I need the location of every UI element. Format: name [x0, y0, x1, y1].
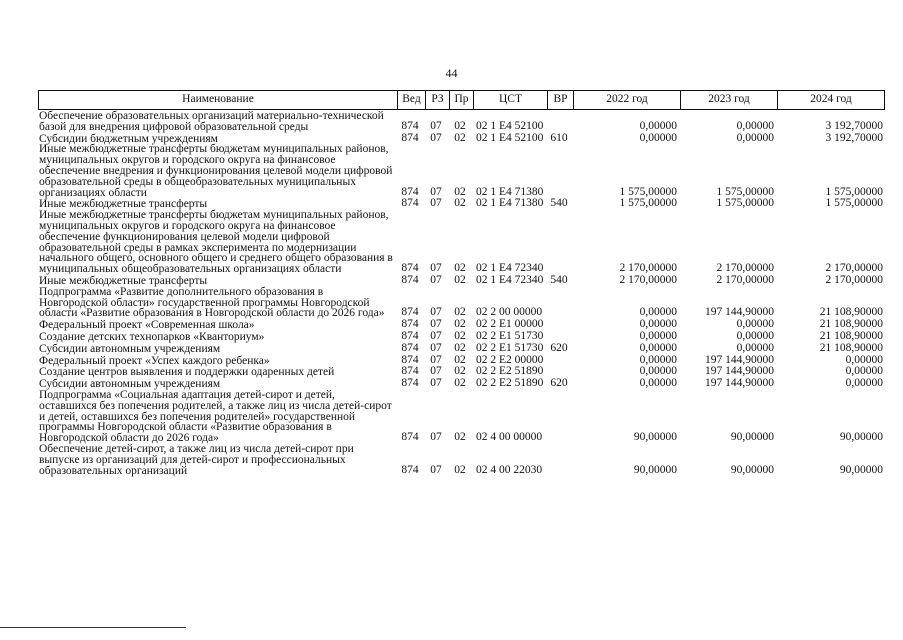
cell-2023: 1 575,00000 — [716, 197, 774, 210]
cell-2023: 2 170,00000 — [716, 273, 774, 286]
cell-cst: 02 2 E1 51730 — [476, 329, 544, 342]
cell-ved: 874 — [401, 365, 419, 378]
cell-2024: 90,00000 — [839, 463, 883, 476]
table-row — [38, 390, 885, 444]
cell-cst: 02 1 E4 72340 — [476, 262, 544, 275]
row-name: Иные межбюджетные трансферты бюджетам муниципальных районов, муниципальных округов и городского округа на финансовое обеспечение функционирования целевой модели цифровой образовательной среды в рамках эксперимента по модернизации начального общего, основного общего и среднего общего образования в муниципальных общеобразовательных организациях области — [39, 209, 393, 276]
footnote-divider — [0, 627, 186, 628]
cell-rz: 07 — [430, 431, 442, 444]
cell-ved: 874 — [401, 197, 419, 210]
cell-cst: 02 4 00 00000 — [476, 431, 543, 444]
row-name: Федеральный проект «Успех каждого ребенка» — [39, 354, 270, 367]
cell-2023: 0,00000 — [736, 341, 774, 354]
cell-ved: 874 — [401, 131, 419, 144]
cell-2023: 0,00000 — [736, 329, 774, 342]
row-name: Субсидии автономным учреждениям — [39, 342, 221, 355]
cell-cst: 02 1 E4 52100 — [476, 119, 544, 132]
cell-2023: 1 575,00000 — [716, 185, 774, 198]
cell-pr: 02 — [454, 329, 466, 342]
cell-2023: 90,00000 — [730, 463, 774, 476]
cell-2023: 0,00000 — [736, 131, 774, 144]
cell-2024: 2 170,00000 — [825, 273, 883, 286]
cell-pr: 02 — [454, 131, 466, 144]
cell-cst: 02 4 00 22030 — [476, 463, 543, 476]
cell-2024: 21 108,90000 — [819, 318, 883, 331]
row-name: Иные межбюджетные трансферты бюджетам муниципальных районов, муниципальных округов и городского округа на финансовое обеспечение внедрения и функционирования целевой модели цифровой образовательной среды в общеобразовательных муниципальных организациях области — [39, 143, 393, 199]
cell-pr: 02 — [454, 197, 466, 210]
cell-2022: 90,00000 — [633, 431, 677, 444]
cell-2024: 1 575,00000 — [825, 185, 883, 198]
cell-2024: 3 192,70000 — [825, 119, 883, 132]
cell-pr: 02 — [454, 463, 466, 476]
cell-rz: 07 — [430, 131, 442, 144]
header-2023: 2023 год — [680, 91, 777, 109]
cell-pr: 02 — [454, 262, 466, 275]
cell-vr — [546, 443, 572, 444]
cell-rz: 07 — [430, 262, 442, 275]
cell-rz: 07 — [430, 306, 442, 319]
cell-cst: 02 2 E2 51890 — [476, 365, 544, 378]
cell-ved: 874 — [401, 463, 419, 476]
table-header — [38, 90, 885, 110]
cell-rz: 07 — [430, 365, 442, 378]
cell-cst: 02 1 E4 72340 — [476, 273, 544, 286]
cell-vr: 540 — [550, 273, 568, 286]
cell-ved: 874 — [401, 353, 419, 366]
cell-2023: 197 144,90000 — [705, 306, 774, 319]
cell-ved: 874 — [401, 273, 419, 286]
row-name: Создание центров выявления и поддержки одаренных детей — [39, 366, 335, 379]
cell-ved: 874 — [401, 185, 419, 198]
header-2022: 2022 год — [573, 91, 680, 109]
cell-2024: 0,00000 — [845, 353, 883, 366]
cell-vr — [546, 365, 572, 366]
row-name: Иные межбюджетные трансферты — [39, 198, 208, 211]
cell-2022: 1 575,00000 — [619, 197, 677, 210]
header-ved: Вед — [397, 91, 425, 109]
header-name: Наименование — [182, 93, 254, 105]
cell-ved: 874 — [401, 377, 419, 390]
cell-rz: 07 — [430, 185, 442, 198]
cell-pr: 02 — [454, 306, 466, 319]
cell-ved: 874 — [401, 306, 419, 319]
cell-ved: 874 — [401, 318, 419, 331]
header-cst: ЦСТ — [473, 91, 547, 109]
cell-2023: 90,00000 — [730, 431, 774, 444]
row-name: Федеральный проект «Современная школа» — [39, 319, 255, 332]
cell-rz: 07 — [430, 353, 442, 366]
cell-pr: 02 — [454, 341, 466, 354]
cell-vr — [546, 330, 572, 331]
cell-2024: 21 108,90000 — [819, 306, 883, 319]
cell-cst: 02 1 E4 52100 — [476, 131, 544, 144]
cell-2022: 0,00000 — [639, 341, 677, 354]
cell-2022: 1 575,00000 — [619, 185, 677, 198]
cell-ved: 874 — [401, 431, 419, 444]
cell-pr: 02 — [454, 119, 466, 132]
cell-pr: 02 — [454, 318, 466, 331]
table-row — [38, 144, 885, 198]
cell-2024: 90,00000 — [839, 431, 883, 444]
cell-cst: 02 2 E2 00000 — [476, 353, 544, 366]
cell-2023: 197 144,90000 — [705, 377, 774, 390]
cell-2024: 2 170,00000 — [825, 262, 883, 275]
page-number: 44 — [445, 66, 458, 80]
table-row — [38, 111, 885, 133]
row-name: Подпрограмма «Развитие дополнительного образования в Новгородской области» государственной программы Новгородской области «Развитие образования в Новгородской области до 2026 года» — [39, 285, 385, 320]
cell-vr — [546, 475, 572, 476]
cell-2022: 0,00000 — [639, 131, 677, 144]
cell-2022: 0,00000 — [639, 306, 677, 319]
cell-2022: 0,00000 — [639, 377, 677, 390]
cell-vr: 620 — [550, 341, 568, 354]
table-row — [38, 275, 885, 287]
table-row — [38, 210, 885, 275]
table-row — [38, 287, 885, 319]
cell-rz: 07 — [430, 318, 442, 331]
cell-2023: 0,00000 — [736, 119, 774, 132]
cell-ved: 874 — [401, 262, 419, 275]
cell-2022: 90,00000 — [633, 463, 677, 476]
cell-rz: 07 — [430, 329, 442, 342]
cell-2023: 2 170,00000 — [716, 262, 774, 275]
cell-ved: 874 — [401, 119, 419, 132]
cell-2024: 3 192,70000 — [825, 131, 883, 144]
cell-ved: 874 — [401, 329, 419, 342]
cell-2024: 0,00000 — [845, 377, 883, 390]
row-name: Субсидии бюджетным учреждениям — [39, 132, 218, 145]
row-name: Иные межбюджетные трансферты — [39, 274, 208, 287]
cell-vr — [546, 318, 572, 319]
cell-2022: 0,00000 — [639, 353, 677, 366]
cell-vr: 540 — [550, 197, 568, 210]
row-name: Подпрограмма «Социальная адаптация детей-сирот и детей, оставшихся без попечения родителей, а также лиц из числа детей-сирот и детей, оставшихся без попечения родителей» государственной программы Новгородской области «Развитие образования в Новгородской области до 2026 года» — [39, 388, 392, 445]
cell-2022: 0,00000 — [639, 329, 677, 342]
cell-2024: 21 108,90000 — [819, 341, 883, 354]
cell-cst: 02 1 E4 71380 — [476, 185, 544, 198]
table-row — [38, 444, 885, 476]
cell-pr: 02 — [454, 431, 466, 444]
cell-cst: 02 2 E1 00000 — [476, 318, 544, 331]
cell-2022: 2 170,00000 — [619, 262, 677, 275]
cell-2022: 0,00000 — [639, 119, 677, 132]
cell-2024: 0,00000 — [845, 365, 883, 378]
cell-cst: 02 2 00 00000 — [476, 306, 543, 319]
cell-cst: 02 2 E1 51730 — [476, 341, 544, 354]
cell-rz: 07 — [430, 463, 442, 476]
cell-rz: 07 — [430, 377, 442, 390]
table-row — [38, 343, 885, 355]
cell-2023: 197 144,90000 — [705, 353, 774, 366]
header-pr: Пр — [449, 91, 473, 109]
row-name: Создание детских технопарков «Кванториум» — [39, 330, 265, 343]
cell-cst: 02 1 E4 71380 — [476, 197, 544, 210]
cell-2022: 2 170,00000 — [619, 273, 677, 286]
cell-ved: 874 — [401, 341, 419, 354]
row-name: Обеспечение образовательных организаций материально-технической базой для внедрения цифровой образовательной среды — [39, 110, 384, 133]
cell-vr: 620 — [550, 377, 568, 390]
cell-2024: 1 575,00000 — [825, 197, 883, 210]
row-name: Обеспечение детей-сирот, а также лиц из числа детей-сирот при выпуске из организаций для детей-сирот и профессиональных образовательных организаций — [39, 442, 354, 477]
cell-rz: 07 — [430, 119, 442, 132]
cell-cst: 02 2 E2 51890 — [476, 377, 544, 390]
cell-rz: 07 — [430, 273, 442, 286]
table-row — [38, 331, 885, 343]
cell-rz: 07 — [430, 341, 442, 354]
cell-2024: 21 108,90000 — [819, 329, 883, 342]
header-rz: РЗ — [425, 91, 449, 109]
cell-pr: 02 — [454, 365, 466, 378]
cell-2023: 0,00000 — [736, 318, 774, 331]
header-vr: ВР — [547, 91, 573, 109]
cell-2022: 0,00000 — [639, 365, 677, 378]
cell-pr: 02 — [454, 273, 466, 286]
table-body — [38, 111, 885, 476]
cell-2022: 0,00000 — [639, 318, 677, 331]
cell-2023: 197 144,90000 — [705, 365, 774, 378]
cell-pr: 02 — [454, 353, 466, 366]
cell-rz: 07 — [430, 197, 442, 210]
row-name: Субсидии автономным учреждениям — [39, 378, 221, 391]
cell-pr: 02 — [454, 185, 466, 198]
cell-vr: 610 — [550, 131, 568, 144]
header-2024: 2024 год — [777, 91, 884, 109]
cell-pr: 02 — [454, 377, 466, 390]
budget-table — [38, 90, 885, 476]
